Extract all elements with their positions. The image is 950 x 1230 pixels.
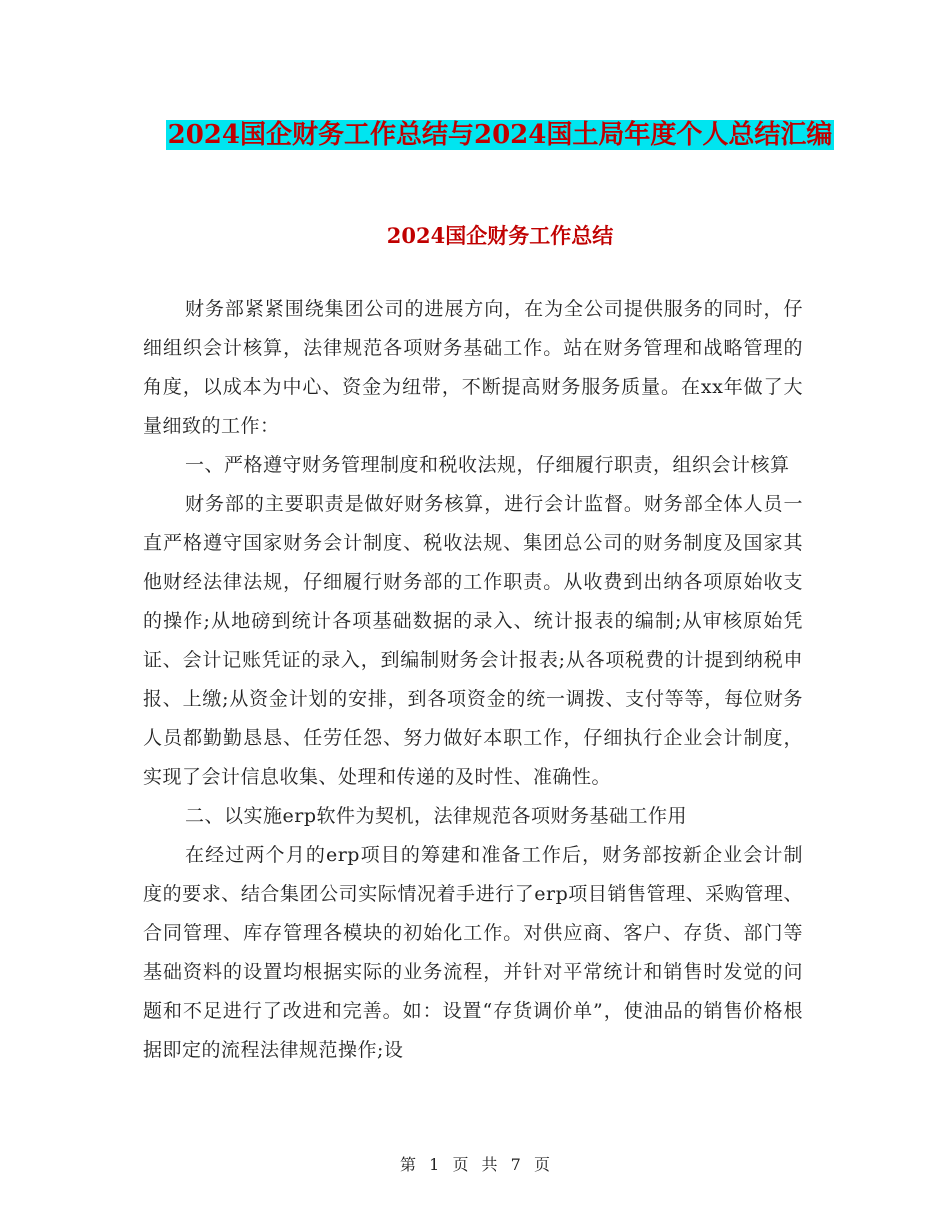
footer-label-ye-end: 页: [533, 1155, 550, 1174]
footer-label-di: 第: [400, 1155, 417, 1174]
paragraph-heading-one: 一、严格遵守财务管理制度和税收法规，仔细履行职责，组织会计核算: [185, 454, 790, 476]
section-title: 2024国企财务工作总结: [386, 223, 614, 248]
paragraph-heading-two: 二、以实施erp软件为契机，法律规范各项财务基础工作用: [185, 805, 687, 827]
document-title-text: 2024国企财务工作总结与2024国土局年度个人总结汇编: [167, 120, 833, 150]
footer-total-pages: 7: [510, 1155, 521, 1174]
paragraph-intro: 财务部紧紧围绕集团公司的进展方向，在为全公司提供服务的同时，仔细组织会计核算，法律规范各项财务基础工作。站在财务管理和战略管理的角度，以成本为中心、资金为纽带，不断提高财务服务质量。在xx年做了大量细致的工作：: [143, 298, 803, 437]
paragraph-erp: 在经过两个月的erp项目的筹建和准备工作后，财务部按新企业会计制度的要求、结合集团公司实际情况着手进行了erp项目销售管理、采购管理、合同管理、库存管理各模块的初始化工作。对供应商、客户、存货、部门等基础资料的设置均根据实际的业务流程，并针对平常统计和销售时发觉的问题和不足进行了改进和完善。如：设置“存货调价单”，使油品的销售价格根据即定的流程法律规范操作;设: [143, 844, 803, 1061]
body-text: [143, 290, 803, 1070]
page-footer: [0, 1152, 950, 1175]
document-title: [140, 112, 860, 158]
footer-current-page: 1: [429, 1155, 440, 1174]
footer-label-gong: 共: [481, 1155, 498, 1174]
footer-label-ye: 页: [452, 1155, 469, 1174]
paragraph-duties: 财务部的主要职责是做好财务核算，进行会计监督。财务部全体人员一直严格遵守国家财务会计制度、税收法规、集团总公司的财务制度及国家其他财经法律法规，仔细履行财务部的工作职责。从收费到出纳各项原始收支的操作;从地磅到统计各项基础数据的录入、统计报表的编制;从审核原始凭证、会计记账凭证的录入，到编制财务会计报表;从各项税费的计提到纳税申报、上缴;从资金计划的安排，到各项资金的统一调拨、支付等等，每位财务人员都勤勤恳恳、任劳任怨、努力做好本职工作，仔细执行企业会计制度，实现了会计信息收集、处理和传递的及时性、准确性。: [143, 493, 803, 788]
